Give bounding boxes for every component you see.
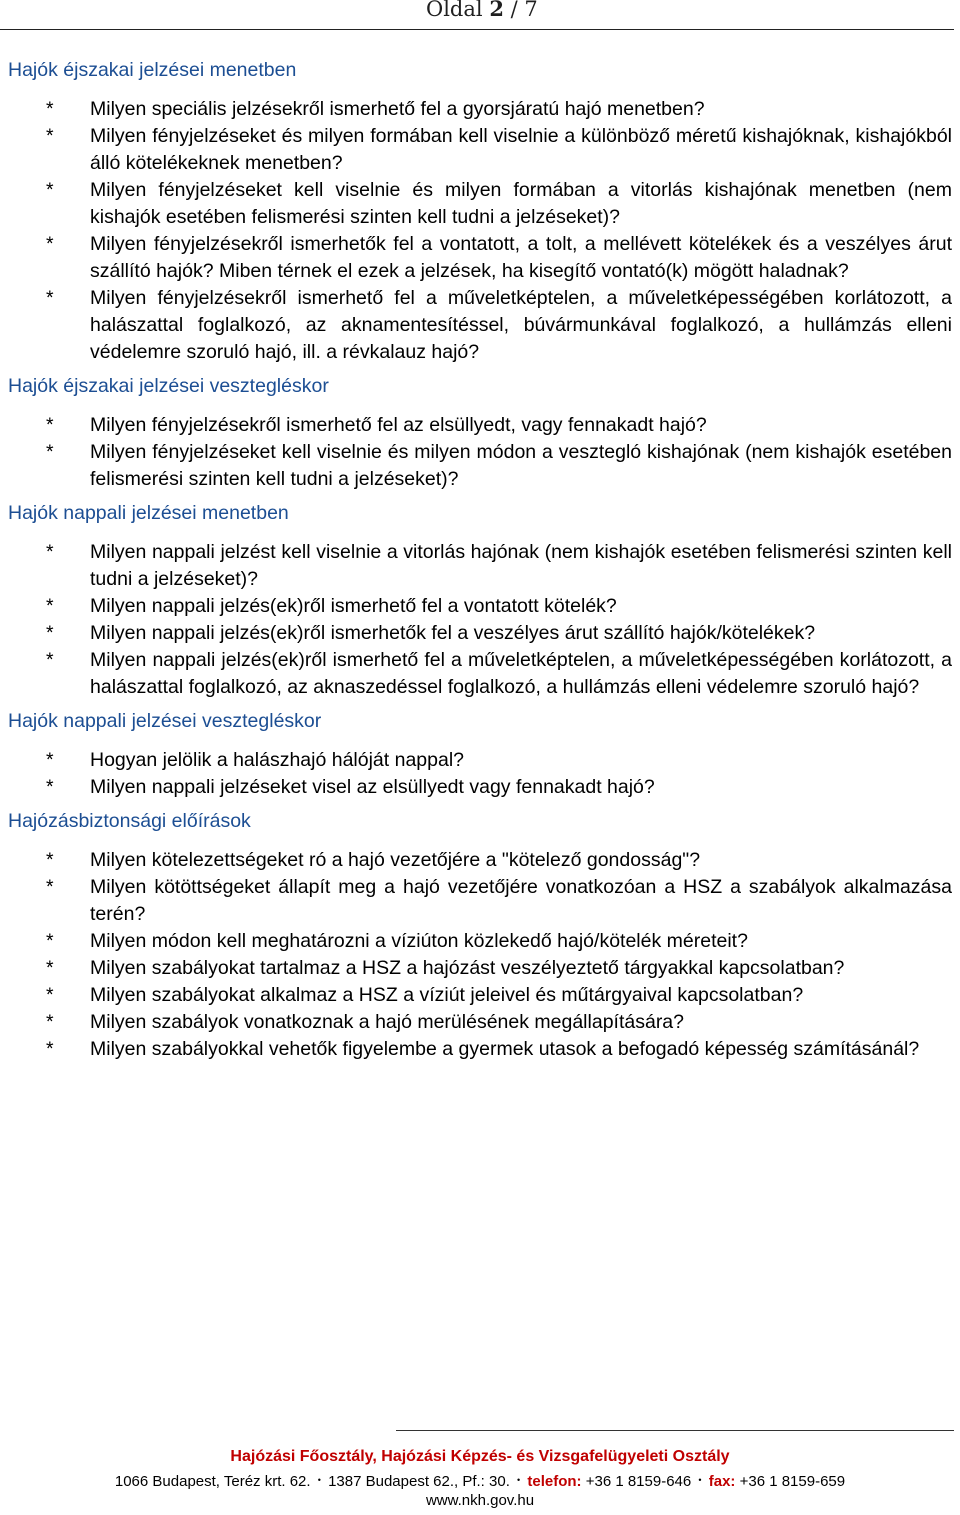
section-day-signals-stationary: [8, 708, 952, 801]
question-item: [8, 539, 952, 593]
bullet-asterisk: *: [46, 984, 54, 1006]
page-header: [0, 0, 960, 28]
footer-postal: 1387 Budapest 62., Pf.: 30.: [328, 1473, 510, 1490]
bullet-asterisk: *: [46, 776, 54, 798]
question-text: Hogyan jelölik a halászhajó hálóját nappal?: [90, 749, 465, 771]
question-list: [8, 539, 952, 701]
question-text: Milyen nappali jelzést kell viselnie a vitorlás hajónak (nem kishajók esetében felismerési szinten kell tudni a jelzéseket)?: [90, 541, 952, 590]
section-title: Hajók éjszakai jelzései vesztegléskor: [8, 375, 329, 397]
question-item: [8, 1036, 952, 1063]
footer-separator: •: [517, 1475, 521, 1485]
question-text: Milyen nappali jelzés(ek)ről ismerhetők fel a veszélyes árut szállító hajók/kötelékek?: [90, 622, 816, 644]
question-list: [8, 412, 952, 493]
question-text: Milyen nappali jelzéseket visel az elsüllyedt vagy fennakadt hajó?: [90, 776, 655, 798]
page-current: 2: [489, 0, 504, 21]
page-label: Oldal: [426, 0, 483, 21]
bullet-asterisk: *: [46, 541, 54, 563]
section-day-signals-underway: [8, 500, 952, 701]
bullet-asterisk: *: [46, 649, 54, 671]
question-item: [8, 177, 952, 231]
footer-separator: •: [317, 1475, 321, 1485]
section-night-signals-underway: [8, 57, 952, 366]
footer-fax: +36 1 8159-659: [739, 1473, 846, 1490]
section-title: Hajók éjszakai jelzései menetben: [8, 59, 297, 81]
footer-divider: [396, 1430, 954, 1431]
question-item: [8, 1009, 952, 1036]
question-item: [8, 874, 952, 928]
question-item: [8, 982, 952, 1009]
question-text: Milyen nappali jelzés(ek)ről ismerhető fel a műveletképtelen, a műveletképességében korlátozott, a halászattal foglalkozó, az aknaszedéssel foglalkozó, a hullámzás elleni védelemre szoruló hajó?: [90, 649, 952, 698]
bullet-asterisk: *: [46, 414, 54, 436]
section-title: Hajózásbiztonsági előírások: [8, 810, 251, 832]
question-item: [8, 439, 952, 493]
bullet-asterisk: *: [46, 179, 54, 201]
question-item: [8, 593, 952, 620]
question-item: [8, 774, 952, 801]
question-item: [8, 647, 952, 701]
bullet-asterisk: *: [46, 876, 54, 898]
question-text: Milyen szabályokat alkalmaz a HSZ a víziút jeleivel és műtárgyaival kapcsolatban?: [90, 984, 804, 1006]
question-item: [8, 231, 952, 285]
question-item: [8, 747, 952, 774]
footer-separator: •: [698, 1475, 702, 1485]
question-item: [8, 620, 952, 647]
question-item: [8, 123, 952, 177]
question-text: Milyen szabályokkal vehetők figyelembe a gyermek utasok a befogadó képesség számításánál?: [90, 1038, 920, 1060]
question-text: Milyen nappali jelzés(ek)ről ismerhető fel a vontatott kötelék?: [90, 595, 617, 617]
question-text: Milyen fényjelzéseket és milyen formában kell viselnie a különböző méretű kishajóknak, kishajókból álló kötelékeknek menetben?: [90, 125, 952, 174]
question-text: Milyen kötelezettségeket ró a hajó vezetőjére a "kötelező gondosság"?: [90, 849, 701, 871]
question-text: Milyen módon kell meghatározni a víziúton közlekedő hajó/kötelék méreteit?: [90, 930, 748, 952]
bullet-asterisk: *: [46, 125, 54, 147]
question-text: Milyen fényjelzéseket kell viselnie és milyen formában a vitorlás kishajónak menetben (nem kishajók esetében felismerési szinten kell tudni a jelzéseket)?: [90, 179, 952, 228]
bullet-asterisk: *: [46, 233, 54, 255]
page-footer: [0, 1430, 960, 1510]
bullet-asterisk: *: [46, 1011, 54, 1033]
footer-phone-label: telefon:: [527, 1473, 582, 1490]
footer-phone: +36 1 8159-646: [585, 1473, 692, 1490]
question-text: Milyen fényjelzésekről ismerhető fel a műveletképtelen, a műveletképességében korlátozott, a halászattal foglalkozó, az aknamentesítéssel, búvármunkával foglalkozó, a hullámzás elleni védelemre szoruló hajó, ill. a révkalauz hajó?: [90, 287, 952, 363]
question-text: Milyen szabályokat tartalmaz a HSZ a hajózást veszélyeztető tárgyakkal kapcsolatban?: [90, 957, 845, 979]
document-body: [8, 57, 952, 1070]
bullet-asterisk: *: [46, 98, 54, 120]
question-item: [8, 96, 952, 123]
question-list: [8, 747, 952, 801]
bullet-asterisk: *: [46, 957, 54, 979]
bullet-asterisk: *: [46, 749, 54, 771]
page-number: [426, 0, 538, 21]
question-text: Milyen szabályok vonatkoznak a hajó merülésének megállapítására?: [90, 1011, 684, 1033]
bullet-asterisk: *: [46, 930, 54, 952]
footer-fax-label: fax:: [708, 1473, 736, 1490]
footer-organization: Hajózási Főosztály, Hajózási Képzés- és Vizsgafelügyeleti Osztály: [230, 1448, 730, 1465]
header-divider: [0, 29, 954, 30]
question-text: Milyen kötöttségeket állapít meg a hajó vezetőjére vonatkozóan a HSZ a szabályok alkalmazása terén?: [90, 876, 952, 925]
footer-website: www.nkh.gov.hu: [425, 1492, 535, 1509]
question-item: [8, 847, 952, 874]
question-item: [8, 928, 952, 955]
question-item: [8, 955, 952, 982]
page-total: 7: [524, 0, 538, 21]
bullet-asterisk: *: [46, 622, 54, 644]
question-list: [8, 96, 952, 366]
section-night-signals-stationary: [8, 373, 952, 493]
question-item: [8, 412, 952, 439]
bullet-asterisk: *: [46, 849, 54, 871]
page-separator: /: [510, 0, 518, 21]
question-text: Milyen fényjelzésekről ismerhetők fel a vontatott, a tolt, a mellévett kötelékek és a veszélyes árut szállító hajók? Miben térnek el ezek a jelzések, ha kisegítő vontató(k) mögött haladnak?: [90, 233, 952, 282]
bullet-asterisk: *: [46, 287, 54, 309]
section-title: Hajók nappali jelzései menetben: [8, 502, 289, 524]
section-navigation-safety-rules: [8, 808, 952, 1063]
question-text: Milyen fényjelzéseket kell viselnie és milyen módon a vesztegló kishajónak (nem kishajók esetében felismerési szinten kell tudni a jelzéseket)?: [90, 441, 952, 490]
question-list: [8, 847, 952, 1063]
bullet-asterisk: *: [46, 441, 54, 463]
question-item: [8, 285, 952, 366]
bullet-asterisk: *: [46, 595, 54, 617]
question-text: Milyen speciális jelzésekről ismerhető fel a gyorsjáratú hajó menetben?: [90, 98, 705, 120]
footer-contact-line: [0, 1470, 960, 1492]
footer-address: 1066 Budapest, Teréz krt. 62.: [114, 1473, 311, 1490]
question-text: Milyen fényjelzésekről ismerhető fel az elsüllyedt, vagy fennakadt hajó?: [90, 414, 707, 436]
section-title: Hajók nappali jelzései vesztegléskor: [8, 710, 322, 732]
bullet-asterisk: *: [46, 1038, 54, 1060]
